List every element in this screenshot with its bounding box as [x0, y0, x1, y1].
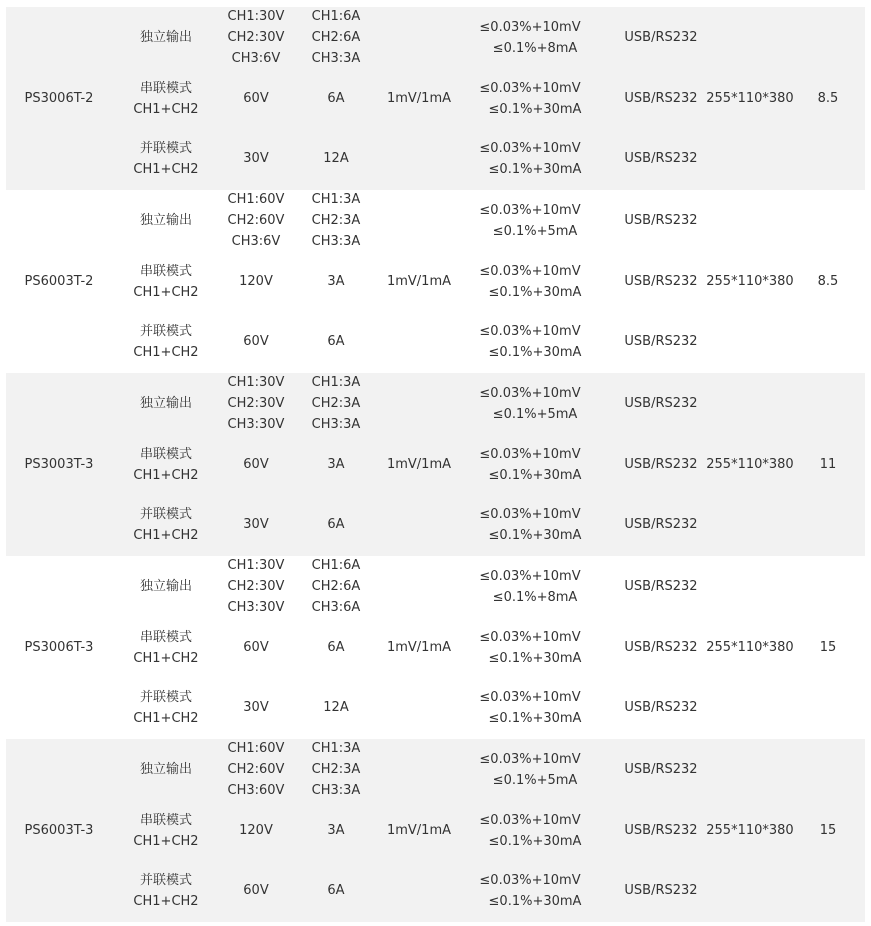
resolution-value: 1mV/1mA — [386, 823, 452, 838]
product-row — [6, 190, 865, 373]
voltage-value-line: CH3:30V — [227, 600, 285, 615]
interface-value: USB/RS232 — [624, 30, 698, 45]
current-value-line: 3A — [327, 823, 345, 838]
accuracy-value-line: ≤0.1%+30mA — [488, 528, 582, 543]
current-value — [302, 271, 370, 292]
mode-label — [132, 870, 200, 912]
accuracy-value-line: ≤0.1%+8mA — [492, 41, 578, 56]
mode-label-line: 并联模式 — [139, 141, 192, 156]
voltage-value — [220, 697, 292, 718]
model-name: PS3006T-3 — [24, 640, 94, 655]
accuracy-value — [474, 200, 586, 242]
current-value — [302, 820, 370, 841]
current-value-line: CH3:3A — [311, 234, 361, 249]
voltage-value-line: CH3:30V — [227, 417, 285, 432]
mode-label — [132, 504, 200, 546]
mode-label-line: 独立输出 — [139, 30, 192, 45]
current-value — [302, 331, 370, 352]
voltage-value-line: 60V — [243, 883, 269, 898]
interface-value: USB/RS232 — [624, 151, 698, 166]
mode-label-line: 串联模式 — [139, 813, 192, 828]
accuracy-value-line: ≤0.1%+30mA — [488, 162, 582, 177]
interface-value: USB/RS232 — [624, 334, 698, 349]
current-value — [302, 880, 370, 901]
accuracy-value-line: ≤0.03%+10mV — [479, 873, 581, 888]
current-value-line: CH2:3A — [311, 762, 361, 777]
voltage-value — [220, 820, 292, 841]
mode-label-line: 并联模式 — [139, 324, 192, 339]
voltage-value-line: 30V — [243, 151, 269, 166]
current-value — [302, 514, 370, 535]
interface-value: USB/RS232 — [624, 396, 698, 411]
interface-value: USB/RS232 — [624, 640, 698, 655]
voltage-value-line: 30V — [243, 700, 269, 715]
accuracy-value-line: ≤0.1%+30mA — [488, 894, 582, 909]
weight-value: 15 — [819, 640, 837, 655]
voltage-value — [220, 372, 292, 435]
mode-label-line: 独立输出 — [139, 762, 192, 777]
current-value-line: CH1:3A — [311, 375, 361, 390]
accuracy-value — [474, 810, 586, 852]
weight-value: 11 — [819, 457, 837, 472]
voltage-value-line: CH1:30V — [227, 558, 285, 573]
voltage-value — [220, 148, 292, 169]
mode-label-line: CH1+CH2 — [133, 285, 199, 300]
product-row — [6, 556, 865, 739]
resolution-value: 1mV/1mA — [386, 274, 452, 289]
resolution-value: 1mV/1mA — [386, 91, 452, 106]
current-value-line: 3A — [327, 457, 345, 472]
accuracy-value-line: ≤0.1%+30mA — [488, 468, 582, 483]
product-row — [6, 7, 865, 190]
voltage-value-line: CH2:30V — [227, 30, 285, 45]
dimensions-value: 255*110*380 — [706, 91, 794, 106]
accuracy-value — [474, 627, 586, 669]
mode-label-line: 独立输出 — [139, 213, 192, 228]
current-value-line: CH3:3A — [311, 783, 361, 798]
interface-value: USB/RS232 — [624, 762, 698, 777]
accuracy-value — [474, 504, 586, 546]
current-value-line: 3A — [327, 274, 345, 289]
accuracy-value — [474, 138, 586, 180]
current-value-line: CH2:3A — [311, 396, 361, 411]
accuracy-value-line: ≤0.03%+10mV — [479, 324, 581, 339]
voltage-value-line: 30V — [243, 517, 269, 532]
accuracy-value-line: ≤0.1%+5mA — [492, 773, 578, 788]
current-value-line: 12A — [323, 700, 349, 715]
current-value-line: 6A — [327, 334, 345, 349]
accuracy-value-line: ≤0.1%+30mA — [488, 102, 582, 117]
voltage-value — [220, 514, 292, 535]
mode-label — [132, 627, 200, 669]
weight-value: 8.5 — [817, 91, 839, 106]
mode-label-line: 串联模式 — [139, 447, 192, 462]
accuracy-value-line: ≤0.1%+30mA — [488, 834, 582, 849]
voltage-value — [220, 738, 292, 801]
current-value-line: CH3:6A — [311, 600, 361, 615]
mode-label-line: 独立输出 — [139, 579, 192, 594]
current-value — [302, 6, 370, 69]
voltage-value — [220, 454, 292, 475]
voltage-value — [220, 555, 292, 618]
accuracy-value-line: ≤0.1%+30mA — [488, 285, 582, 300]
mode-label — [132, 138, 200, 180]
accuracy-value-line: ≤0.03%+10mV — [479, 264, 581, 279]
mode-label — [132, 759, 200, 780]
mode-label-line: CH1+CH2 — [133, 834, 199, 849]
dimensions-value: 255*110*380 — [706, 823, 794, 838]
resolution-value: 1mV/1mA — [386, 457, 452, 472]
model-name: PS6003T-2 — [24, 274, 94, 289]
mode-label — [132, 78, 200, 120]
accuracy-value-line: ≤0.03%+10mV — [479, 569, 581, 584]
mode-label-line: 并联模式 — [139, 507, 192, 522]
voltage-value — [220, 880, 292, 901]
mode-label — [132, 210, 200, 231]
voltage-value-line: CH2:30V — [227, 579, 285, 594]
accuracy-value-line: ≤0.1%+5mA — [492, 407, 578, 422]
accuracy-value-line: ≤0.03%+10mV — [479, 203, 581, 218]
mode-label-line: CH1+CH2 — [133, 102, 199, 117]
mode-label — [132, 261, 200, 303]
voltage-value-line: 120V — [239, 823, 273, 838]
accuracy-value — [474, 17, 586, 59]
resolution-value: 1mV/1mA — [386, 640, 452, 655]
mode-label-line: CH1+CH2 — [133, 468, 199, 483]
mode-label-line: CH1+CH2 — [133, 711, 199, 726]
interface-value: USB/RS232 — [624, 457, 698, 472]
accuracy-value-line: ≤0.03%+10mV — [479, 630, 581, 645]
interface-value: USB/RS232 — [624, 823, 698, 838]
model-name: PS6003T-3 — [24, 823, 94, 838]
interface-value: USB/RS232 — [624, 517, 698, 532]
mode-label-line: CH1+CH2 — [133, 651, 199, 666]
accuracy-value-line: ≤0.03%+10mV — [479, 813, 581, 828]
current-value — [302, 738, 370, 801]
current-value-line: 6A — [327, 883, 345, 898]
mode-label — [132, 810, 200, 852]
accuracy-value-line: ≤0.03%+10mV — [479, 507, 581, 522]
accuracy-value — [474, 78, 586, 120]
model-name: PS3003T-3 — [24, 457, 94, 472]
mode-label — [132, 321, 200, 363]
current-value — [302, 189, 370, 252]
current-value-line: CH1:6A — [311, 9, 361, 24]
accuracy-value-line: ≤0.03%+10mV — [479, 141, 581, 156]
mode-label-line: 串联模式 — [139, 264, 192, 279]
interface-value: USB/RS232 — [624, 883, 698, 898]
voltage-value-line: CH1:60V — [227, 741, 285, 756]
voltage-value-line: CH1:30V — [227, 9, 285, 24]
voltage-value-line: CH3:6V — [231, 51, 281, 66]
voltage-value-line: CH1:60V — [227, 192, 285, 207]
voltage-value — [220, 6, 292, 69]
accuracy-value-line: ≤0.03%+10mV — [479, 20, 581, 35]
accuracy-value — [474, 870, 586, 912]
mode-label-line: 并联模式 — [139, 873, 192, 888]
current-value — [302, 555, 370, 618]
voltage-value — [220, 331, 292, 352]
current-value-line: 6A — [327, 91, 345, 106]
mode-label — [132, 687, 200, 729]
mode-label — [132, 393, 200, 414]
current-value-line: CH3:3A — [311, 51, 361, 66]
accuracy-value-line: ≤0.1%+30mA — [488, 651, 582, 666]
weight-value: 8.5 — [817, 274, 839, 289]
dimensions-value: 255*110*380 — [706, 457, 794, 472]
mode-label-line: 串联模式 — [139, 630, 192, 645]
mode-label-line: CH1+CH2 — [133, 345, 199, 360]
voltage-value-line: 60V — [243, 640, 269, 655]
accuracy-value-line: ≤0.1%+30mA — [488, 711, 582, 726]
current-value — [302, 637, 370, 658]
accuracy-value — [474, 321, 586, 363]
model-name: PS3006T-2 — [24, 91, 94, 106]
mode-label-line: 独立输出 — [139, 396, 192, 411]
accuracy-value — [474, 383, 586, 425]
mode-label — [132, 27, 200, 48]
voltage-value — [220, 637, 292, 658]
voltage-value-line: 60V — [243, 91, 269, 106]
current-value-line: CH3:3A — [311, 417, 361, 432]
current-value-line: CH2:6A — [311, 30, 361, 45]
mode-label-line: CH1+CH2 — [133, 162, 199, 177]
dimensions-value: 255*110*380 — [706, 274, 794, 289]
accuracy-value-line: ≤0.1%+8mA — [492, 590, 578, 605]
current-value — [302, 697, 370, 718]
interface-value: USB/RS232 — [624, 579, 698, 594]
current-value-line: CH2:3A — [311, 213, 361, 228]
interface-value: USB/RS232 — [624, 274, 698, 289]
current-value-line: 12A — [323, 151, 349, 166]
mode-label-line: 并联模式 — [139, 690, 192, 705]
current-value — [302, 454, 370, 475]
current-value-line: CH2:6A — [311, 579, 361, 594]
accuracy-value — [474, 749, 586, 791]
weight-value: 15 — [819, 823, 837, 838]
mode-label-line: 串联模式 — [139, 81, 192, 96]
voltage-value — [220, 271, 292, 292]
current-value — [302, 88, 370, 109]
dimensions-value: 255*110*380 — [706, 640, 794, 655]
mode-label-line: CH1+CH2 — [133, 894, 199, 909]
current-value-line: 6A — [327, 640, 345, 655]
accuracy-value-line: ≤0.1%+5mA — [492, 224, 578, 239]
current-value-line: CH1:3A — [311, 741, 361, 756]
current-value-line: CH1:6A — [311, 558, 361, 573]
accuracy-value — [474, 687, 586, 729]
mode-label — [132, 444, 200, 486]
mode-label-line: CH1+CH2 — [133, 528, 199, 543]
current-value — [302, 148, 370, 169]
product-row — [6, 373, 865, 556]
current-value — [302, 372, 370, 435]
interface-value: USB/RS232 — [624, 700, 698, 715]
interface-value: USB/RS232 — [624, 213, 698, 228]
accuracy-value-line: ≤0.03%+10mV — [479, 690, 581, 705]
accuracy-value — [474, 261, 586, 303]
voltage-value-line: 120V — [239, 274, 273, 289]
voltage-value-line: CH3:60V — [227, 783, 285, 798]
voltage-value-line: CH3:6V — [231, 234, 281, 249]
accuracy-value-line: ≤0.03%+10mV — [479, 81, 581, 96]
voltage-value-line: CH2:60V — [227, 213, 285, 228]
voltage-value-line: CH2:60V — [227, 762, 285, 777]
accuracy-value-line: ≤0.03%+10mV — [479, 752, 581, 767]
mode-label — [132, 576, 200, 597]
spec-table — [6, 7, 865, 922]
accuracy-value — [474, 566, 586, 608]
voltage-value-line: CH1:30V — [227, 375, 285, 390]
accuracy-value-line: ≤0.03%+10mV — [479, 386, 581, 401]
voltage-value — [220, 88, 292, 109]
accuracy-value-line: ≤0.1%+30mA — [488, 345, 582, 360]
voltage-value-line: CH2:30V — [227, 396, 285, 411]
voltage-value-line: 60V — [243, 334, 269, 349]
current-value-line: CH1:3A — [311, 192, 361, 207]
accuracy-value — [474, 444, 586, 486]
voltage-value-line: 60V — [243, 457, 269, 472]
product-row — [6, 739, 865, 922]
voltage-value — [220, 189, 292, 252]
interface-value: USB/RS232 — [624, 91, 698, 106]
accuracy-value-line: ≤0.03%+10mV — [479, 447, 581, 462]
current-value-line: 6A — [327, 517, 345, 532]
